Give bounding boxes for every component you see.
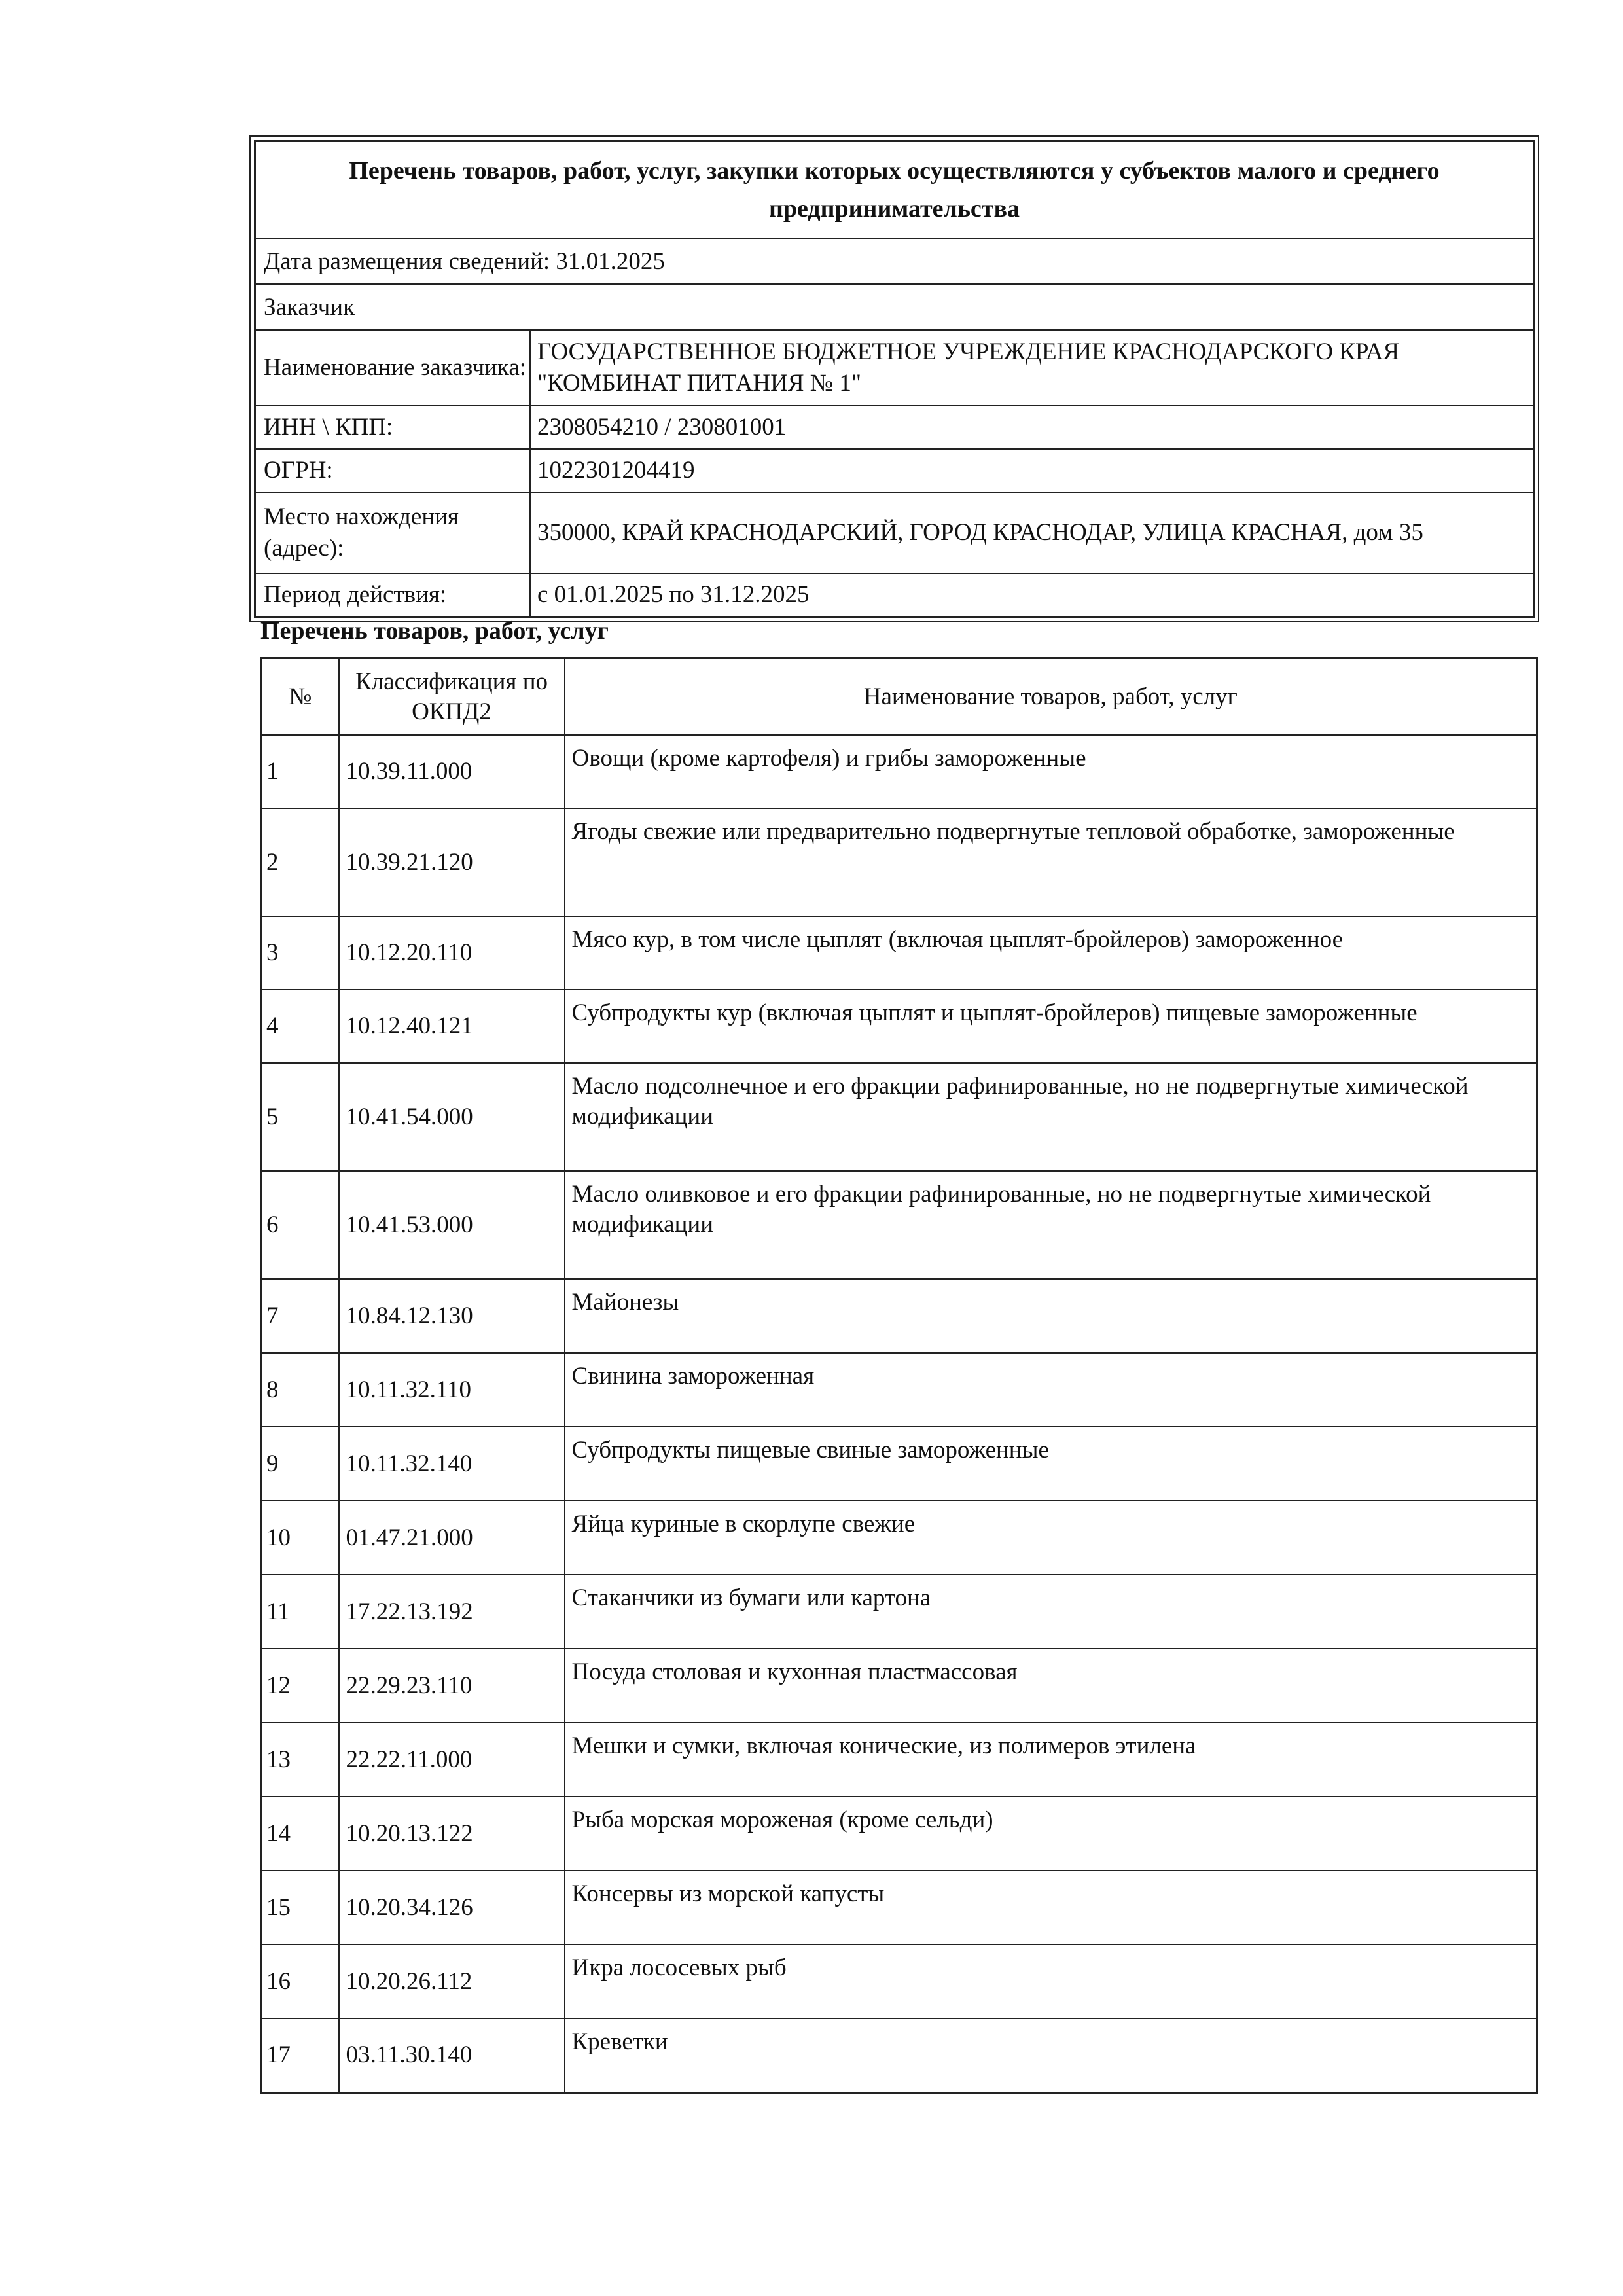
table-row — [262, 1171, 1537, 1279]
table-row — [262, 1871, 1537, 1945]
okpd2-code: 10.84.12.130 — [339, 1279, 565, 1353]
row-number: 15 — [262, 1871, 339, 1945]
item-name: Стаканчики из бумаги или картона — [565, 1575, 1537, 1649]
field-label: ОГРН: — [256, 450, 531, 492]
row-number: 6 — [262, 1171, 339, 1279]
item-name: Яйца куриные в скорлупе свежие — [565, 1501, 1537, 1575]
table-row — [262, 1353, 1537, 1427]
table-row — [262, 808, 1537, 916]
row-number: 3 — [262, 916, 339, 990]
okpd2-code: 10.12.20.110 — [339, 916, 565, 990]
row-number: 4 — [262, 990, 339, 1063]
row-number: 2 — [262, 808, 339, 916]
row-number: 5 — [262, 1063, 339, 1171]
row-number: 10 — [262, 1501, 339, 1575]
column-header-okpd2: Классификация по ОКПД2 — [339, 658, 565, 736]
inn-kpp-value: 2308054210 / 230801001 — [537, 414, 787, 440]
okpd2-code: 10.41.53.000 — [339, 1171, 565, 1279]
field-label: ИНН \ КПП: — [256, 406, 531, 448]
okpd2-code: 03.11.30.140 — [339, 2018, 565, 2092]
row-number: 11 — [262, 1575, 339, 1649]
table-row — [262, 916, 1537, 990]
okpd2-code: 10.20.13.122 — [339, 1797, 565, 1871]
ogrn-row — [256, 450, 1533, 493]
table-row — [262, 1063, 1537, 1171]
table-row — [262, 990, 1537, 1063]
item-name: Икра лососевых рыб — [565, 1945, 1537, 2018]
row-number: 12 — [262, 1649, 339, 1723]
table-row — [262, 1797, 1537, 1871]
okpd2-code: 10.12.40.121 — [339, 990, 565, 1063]
item-name: Масло оливковое и его фракции рафинированные, но не подвергнутые химической модификации — [565, 1171, 1537, 1279]
item-name: Масло подсолнечное и его фракции рафинированные, но не подвергнутые химической модификации — [565, 1063, 1537, 1171]
item-name: Овощи (кроме картофеля) и грибы замороженные — [565, 735, 1537, 808]
table-row — [262, 1945, 1537, 2018]
column-header-name: Наименование товаров, работ, услуг — [565, 658, 1537, 736]
table-row — [262, 2018, 1537, 2092]
okpd2-code: 10.11.32.140 — [339, 1427, 565, 1501]
table-row — [262, 1723, 1537, 1797]
customer-name-value: ГОСУДАРСТВЕННОЕ БЮДЖЕТНОЕ УЧРЕЖДЕНИЕ КРАСНОДАРСКОГО КРАЯ "КОМБИНАТ ПИТАНИЯ № 1" — [537, 338, 1400, 397]
publication-date: Дата размещения сведений: 31.01.2025 — [256, 239, 1533, 285]
table-header-row — [262, 658, 1537, 736]
customer-info-table — [254, 140, 1535, 618]
okpd2-code: 10.39.11.000 — [339, 735, 565, 808]
item-name: Рыба морская мороженая (кроме сельди) — [565, 1797, 1537, 1871]
okpd2-code: 17.22.13.192 — [339, 1575, 565, 1649]
item-name: Субпродукты кур (включая цыплят и цыплят-бройлеров) пищевые замороженные — [565, 990, 1537, 1063]
field-label: Период действия: — [256, 574, 531, 616]
item-name: Ягоды свежие или предварительно подвергнутые тепловой обработке, замороженные — [565, 808, 1537, 916]
address-row — [256, 493, 1533, 574]
okpd2-code: 22.22.11.000 — [339, 1723, 565, 1797]
customer-section-label: Заказчик — [256, 285, 1533, 331]
table-row — [262, 1649, 1537, 1723]
row-number: 9 — [262, 1427, 339, 1501]
validity-period-row — [256, 574, 1533, 616]
okpd2-code: 10.39.21.120 — [339, 808, 565, 916]
column-header-number: № — [262, 658, 339, 736]
table-body — [262, 735, 1537, 2092]
table-row — [262, 1279, 1537, 1353]
okpd2-code: 22.29.23.110 — [339, 1649, 565, 1723]
list-heading: Перечень товаров, работ, услуг — [260, 617, 609, 645]
validity-period-value: с 01.01.2025 по 31.12.2025 — [537, 581, 810, 608]
item-name: Мясо кур, в том числе цыплят (включая цыплят-бройлеров) замороженное — [565, 916, 1537, 990]
row-number: 1 — [262, 735, 339, 808]
okpd2-code: 10.41.54.000 — [339, 1063, 565, 1171]
row-number: 16 — [262, 1945, 339, 2018]
item-name: Креветки — [565, 2018, 1537, 2092]
okpd2-code: 10.20.34.126 — [339, 1871, 565, 1945]
okpd2-code: 10.11.32.110 — [339, 1353, 565, 1427]
item-name: Майонезы — [565, 1279, 1537, 1353]
item-name: Субпродукты пищевые свиные замороженные — [565, 1427, 1537, 1501]
inn-kpp-row — [256, 406, 1533, 450]
document-title: Перечень товаров, работ, услуг, закупки которых осуществляются у субъектов малого и среднего предпринимательства — [256, 142, 1533, 239]
table-row — [262, 1575, 1537, 1649]
okpd2-code: 10.20.26.112 — [339, 1945, 565, 2018]
okpd2-code: 01.47.21.000 — [339, 1501, 565, 1575]
address-value: 350000, КРАЙ КРАСНОДАРСКИЙ, ГОРОД КРАСНОДАР, УЛИЦА КРАСНАЯ, дом 35 — [537, 519, 1423, 546]
field-label: Наименование заказчика: — [256, 331, 531, 405]
table-row — [262, 735, 1537, 808]
table-row — [262, 1501, 1537, 1575]
table-row — [262, 1427, 1537, 1501]
row-number: 7 — [262, 1279, 339, 1353]
row-number: 14 — [262, 1797, 339, 1871]
row-number: 17 — [262, 2018, 339, 2092]
field-label: Место нахождения (адрес): — [256, 493, 531, 573]
item-name: Консервы из морской капусты — [565, 1871, 1537, 1945]
item-name: Посуда столовая и кухонная пластмассовая — [565, 1649, 1537, 1723]
ogrn-value: 1022301204419 — [537, 457, 695, 484]
goods-table — [260, 657, 1538, 2094]
row-number: 13 — [262, 1723, 339, 1797]
customer-name-row — [256, 331, 1533, 406]
row-number: 8 — [262, 1353, 339, 1427]
item-name: Мешки и сумки, включая конические, из полимеров этилена — [565, 1723, 1537, 1797]
item-name: Свинина замороженная — [565, 1353, 1537, 1427]
